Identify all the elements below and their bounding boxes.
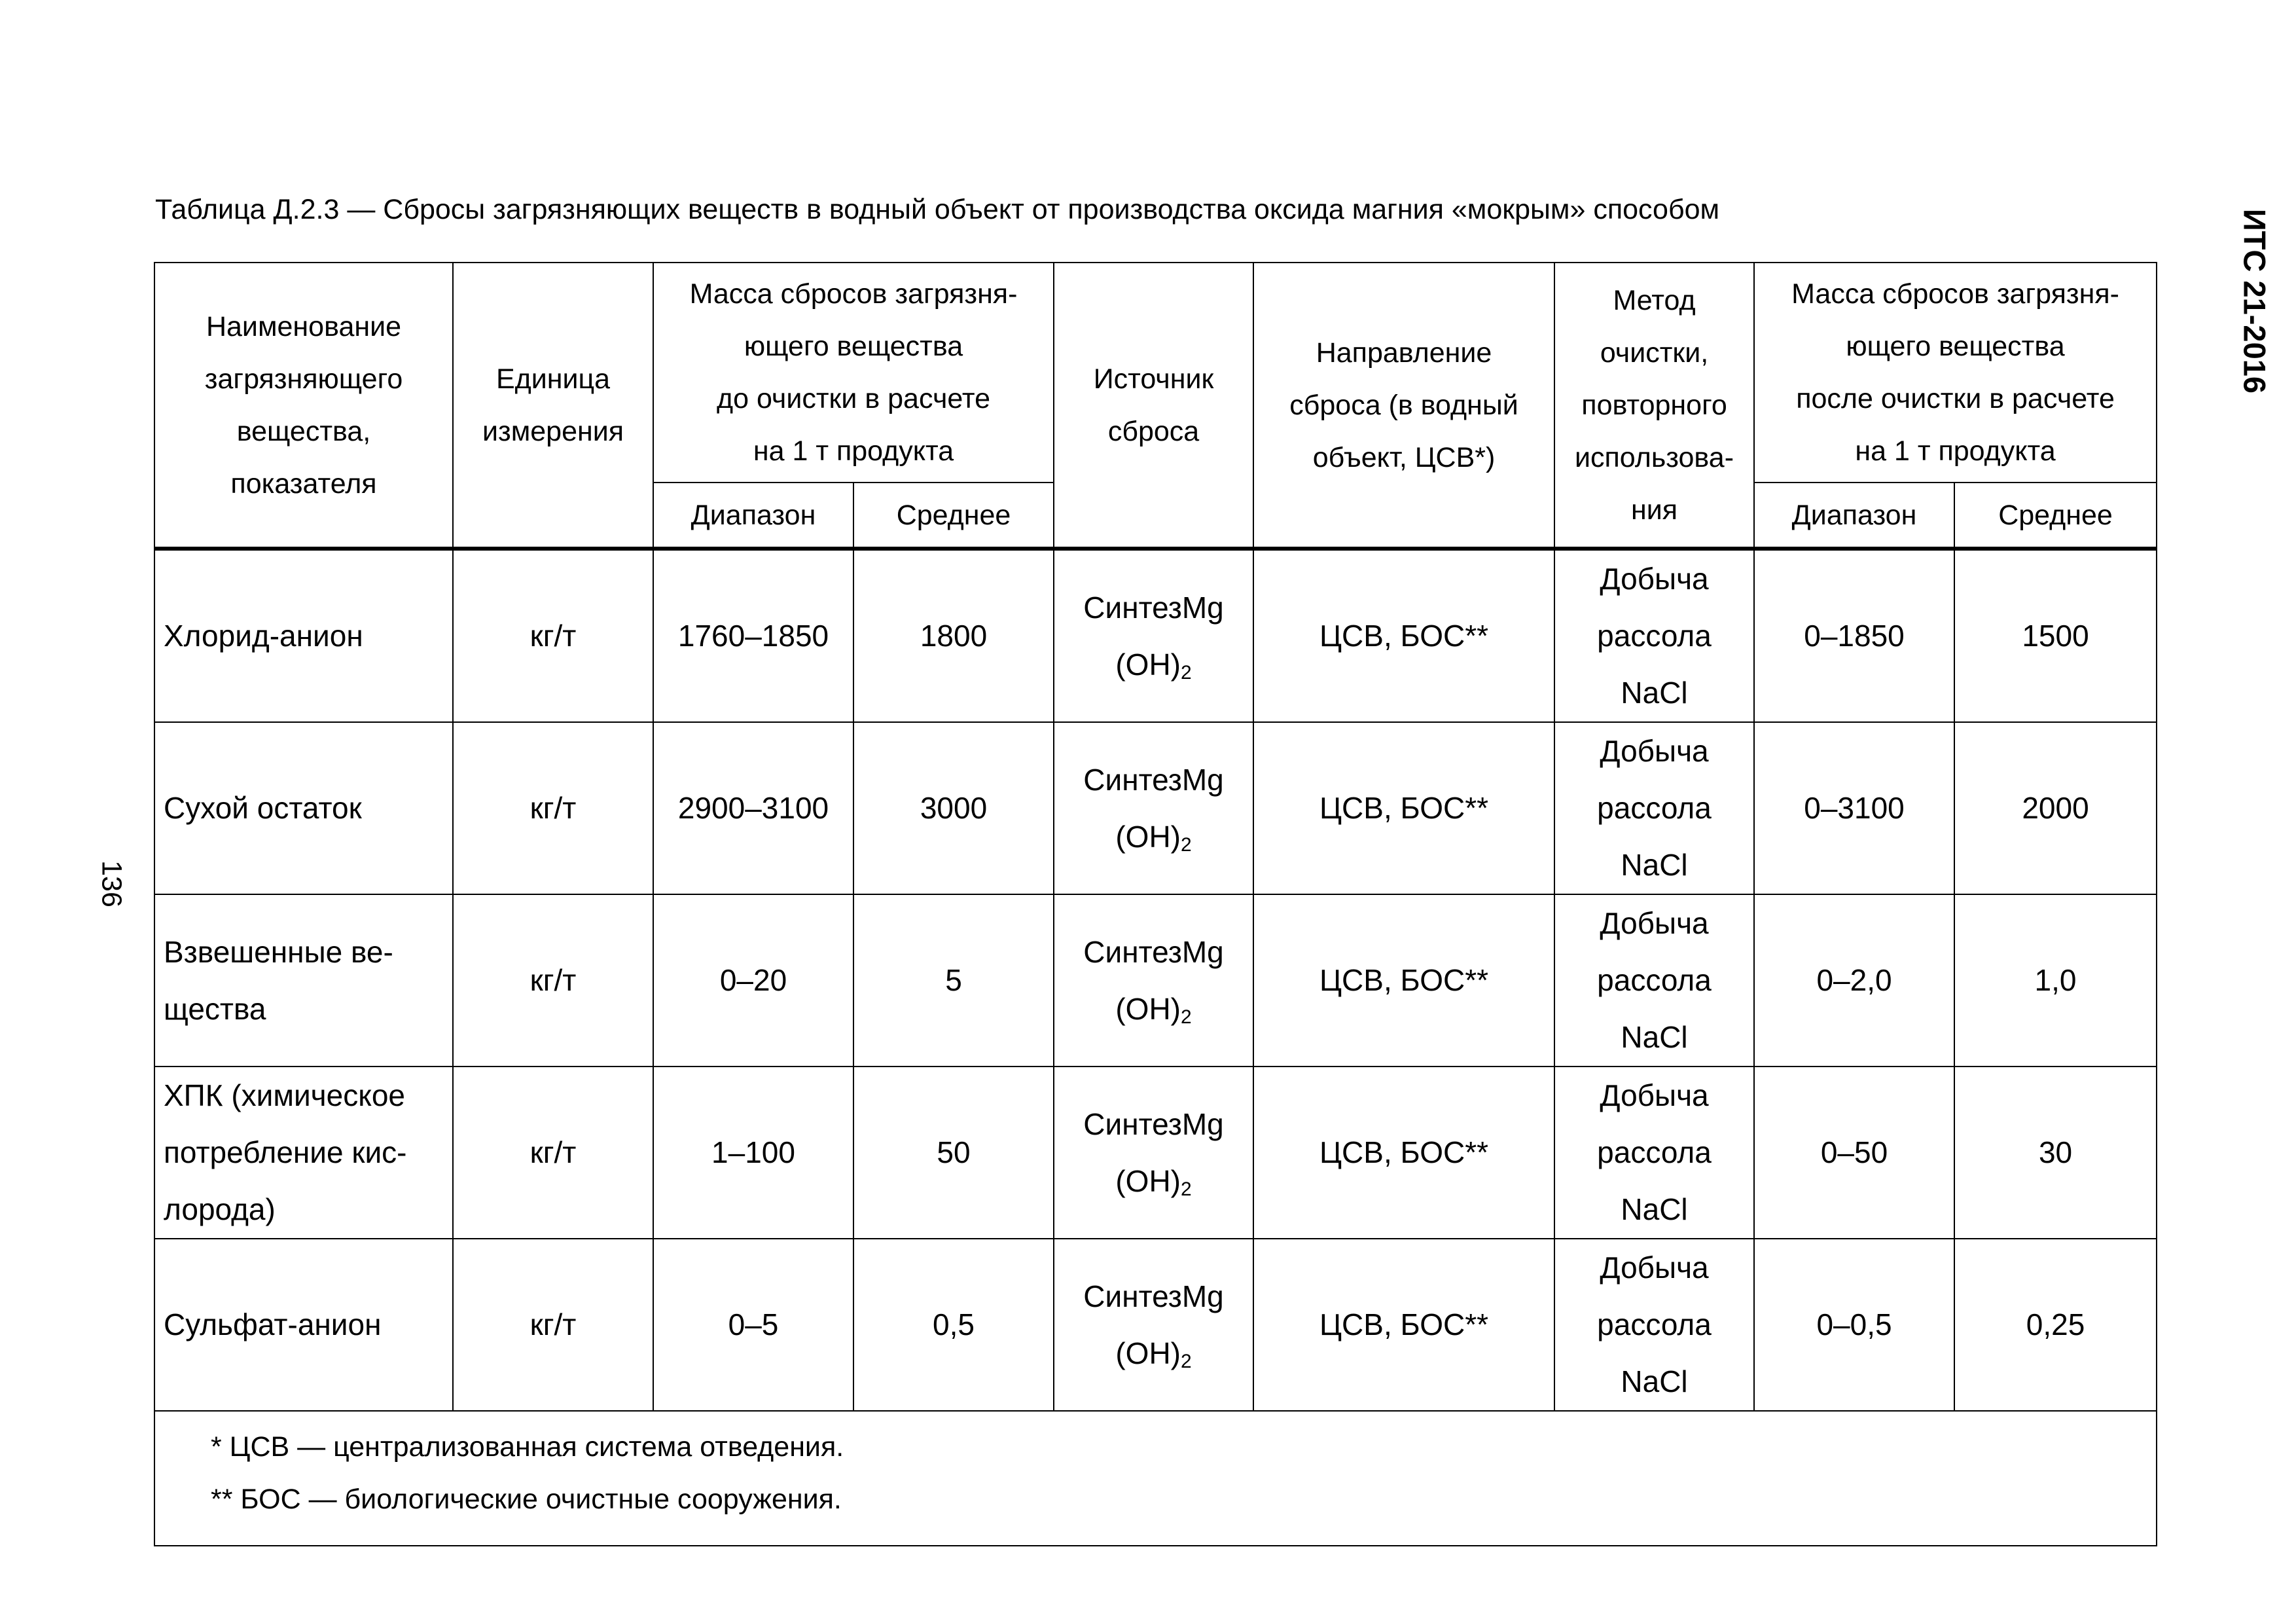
method-cell: Добыча рассола NaCl	[1554, 722, 1754, 894]
average-before-cell: 50	[853, 1067, 1054, 1239]
average-before-cell: 0,5	[853, 1239, 1054, 1411]
direction-cell: ЦСВ, БОС**	[1253, 1067, 1554, 1239]
source-cell: СинтезMg $(OH)_2$	[1054, 549, 1253, 722]
source-cell: СинтезMg $(OH)_2$	[1054, 722, 1253, 894]
average-after-cell: 1500	[1954, 549, 2157, 722]
table-row	[154, 1067, 2157, 1239]
source-cell: СинтезMg $(OH)_2$	[1054, 894, 1253, 1067]
method-cell: Добыча рассола NaCl	[1554, 1239, 1754, 1411]
range-before-cell: 0–5	[653, 1239, 853, 1411]
pollutant-name: ХПК (химическое потребление кис- лорода)	[154, 1067, 453, 1239]
method-cell: Добыча рассола NaCl	[1554, 894, 1754, 1067]
unit-cell: кг/т	[453, 722, 653, 894]
footnotes-cell	[154, 1411, 2157, 1546]
direction-cell: ЦСВ, БОС**	[1253, 1239, 1554, 1411]
average-after-cell: 0,25	[1954, 1239, 2157, 1411]
table-row	[154, 722, 2157, 894]
average-after-cell: 30	[1954, 1067, 2157, 1239]
document-code-text: ИТС 21-2016	[2237, 209, 2272, 393]
document-code	[2229, 193, 2281, 409]
range-after-cell: 0–2,0	[1754, 894, 1954, 1067]
page-number	[85, 845, 137, 923]
pollutant-name: Взвешенные ве- щества	[154, 894, 453, 1067]
header-mass-after: Масса сбросов загрязня- ющего вещества после очистки в расчете на 1 т продукта	[1754, 263, 2157, 483]
footnote-csv: * ЦСВ — централизованная система отведения.	[211, 1431, 844, 1463]
range-before-cell: 0–20	[653, 894, 853, 1067]
header-range-before: Диапазон	[653, 483, 853, 549]
range-after-cell: 0–50	[1754, 1067, 1954, 1239]
range-after-cell: 0–1850	[1754, 549, 1954, 722]
pollutant-discharge-table	[154, 262, 2157, 1546]
pollutant-name: Сульфат-анион	[154, 1239, 453, 1411]
method-cell: Добыча рассола NaCl	[1554, 1067, 1754, 1239]
header-average-before: Среднее	[853, 483, 1054, 549]
header-method: Метод очистки, повторного использова- ния	[1554, 263, 1754, 549]
unit-cell: кг/т	[453, 1067, 653, 1239]
source-cell: СинтезMg $(OH)_2$	[1054, 1067, 1253, 1239]
range-before-cell: 1760–1850	[653, 549, 853, 722]
average-after-cell: 1,0	[1954, 894, 2157, 1067]
footnote-bos: ** БОС — биологические очистные сооружения.	[211, 1484, 842, 1515]
unit-cell: кг/т	[453, 1239, 653, 1411]
range-before-cell: 2900–3100	[653, 722, 853, 894]
table-row	[154, 1239, 2157, 1411]
average-before-cell: 3000	[853, 722, 1054, 894]
direction-cell: ЦСВ, БОС**	[1253, 894, 1554, 1067]
direction-cell: ЦСВ, БОС**	[1253, 722, 1554, 894]
average-before-cell: 5	[853, 894, 1054, 1067]
header-average-after: Среднее	[1954, 483, 2157, 549]
range-after-cell: 0–3100	[1754, 722, 1954, 894]
range-after-cell: 0–0,5	[1754, 1239, 1954, 1411]
average-before-cell: 1800	[853, 549, 1054, 722]
unit-cell: кг/т	[453, 549, 653, 722]
pollutant-name: Хлорид-анион	[154, 549, 453, 722]
footnotes-row	[154, 1411, 2157, 1546]
header-name: Наименование загрязняющего вещества, показателя	[154, 263, 453, 549]
header-unit: Единица измерения	[453, 263, 653, 549]
header-source: Источник сброса	[1054, 263, 1253, 549]
table-row	[154, 549, 2157, 722]
average-after-cell: 2000	[1954, 722, 2157, 894]
table-row	[154, 894, 2157, 1067]
unit-cell: кг/т	[453, 894, 653, 1067]
table-caption: Таблица Д.2.3 — Сбросы загрязняющих веществ в водный объект от производства оксида магния «мокрым» способом	[155, 194, 1720, 225]
source-cell: СинтезMg $(OH)_2$	[1054, 1239, 1253, 1411]
range-before-cell: 1–100	[653, 1067, 853, 1239]
direction-cell: ЦСВ, БОС**	[1253, 549, 1554, 722]
header-mass-before: Масса сбросов загрязня- ющего вещества до очистки в расчете на 1 т продукта	[653, 263, 1054, 483]
header-range-after: Диапазон	[1754, 483, 1954, 549]
method-cell: Добыча рассола NaCl	[1554, 549, 1754, 722]
page-number-text: 136	[96, 860, 128, 907]
pollutant-name: Сухой остаток	[154, 722, 453, 894]
header-direction: Направление сброса (в водный объект, ЦСВ*)	[1253, 263, 1554, 549]
